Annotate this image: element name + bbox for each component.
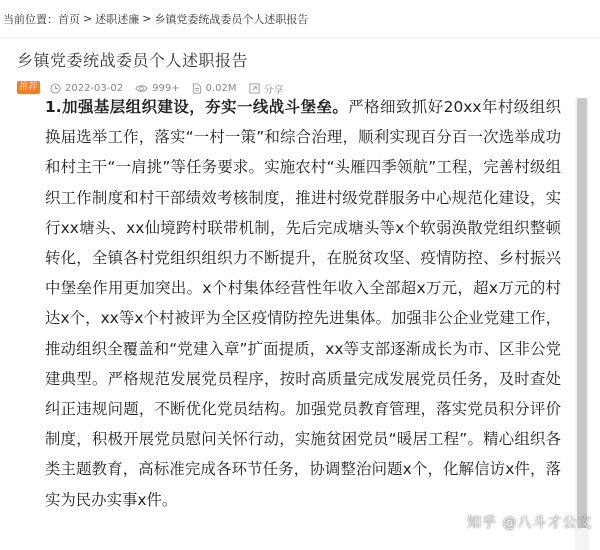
share-label[interactable]: 分享 [263,84,284,96]
watermark-text: 知乎 @八斗才公文 [467,515,593,531]
article-meta [50,80,296,96]
eye-icon [135,83,148,94]
view-count: 999+ [152,82,180,94]
breadcrumb-category[interactable]: 述职述廉 [95,12,140,26]
share-button[interactable] [249,81,284,96]
breadcrumb-separator: > [83,12,93,25]
section-heading: 1.加强基层组织建设，夯实一线战斗堡垒。 [45,98,349,116]
breadcrumb-separator: > [142,12,152,25]
publish-date: 2022-03-02 [65,82,124,94]
article-body-viewport [37,98,575,550]
share-icon [249,83,260,94]
section-text: 严格细致抓好20xx年村级组织换届选举工作，落实“一村一策”和综合治理，顺利实现百分百一次选举成功和村主干“一肩挑”等任务要求。实施农村“头雁四季领航”工程，完善村级组织工作制度和村干部绩效考核制度，推进村级党群服务中心规范化建设，实行xx塘头、xx仙境跨村联带机制，先后完成塘头等x个软弱涣散党组织整顿转化，全镇各村党组织组织力不断提升，在脱贫攻坚、疫情防控、乡村振兴中堡垒作用更加突出。x个村集体经营性年收入全部超x万元，超x万元的村达x个，xx等x个村被评为全区疫情防控先进集体。加强非公企业党建工作，推动组织全覆盖和“党建入章”扩面提质，xx等支部逐渐成长为市、区非公党建典型。严格规范发展党员程序，按时高质量完成发展党员任务，及时查处纠正违规问题，不断优化党员结构。加强党员教育管理，落实党员积分评价制度，积极开展党员慰问关怀行动，实施贫困党员“暖居工程”。精心组织各类主题教育，高标准完成各环节任务，协调整治问题x个，化解信访x件，落实为民办实事x件。 [45,98,561,509]
breadcrumb [0,0,600,38]
views-item [135,83,179,94]
breadcrumb-label: 当前位置： [3,12,58,26]
file-size: 0.02M [205,82,237,94]
date-item [50,83,123,94]
size-item [192,83,237,94]
breadcrumb-home[interactable]: 首页 [58,12,80,26]
article-body [45,98,561,515]
page-title: 乡镇党委统战委员个人述职报告 [17,51,249,70]
recommend-badge: 推荐 [17,81,40,94]
document-icon [192,83,202,94]
clock-icon [50,83,61,94]
scrollbar-thumb[interactable] [577,98,587,528]
breadcrumb-current[interactable]: 乡镇党委统战委员个人述职报告 [154,12,309,26]
